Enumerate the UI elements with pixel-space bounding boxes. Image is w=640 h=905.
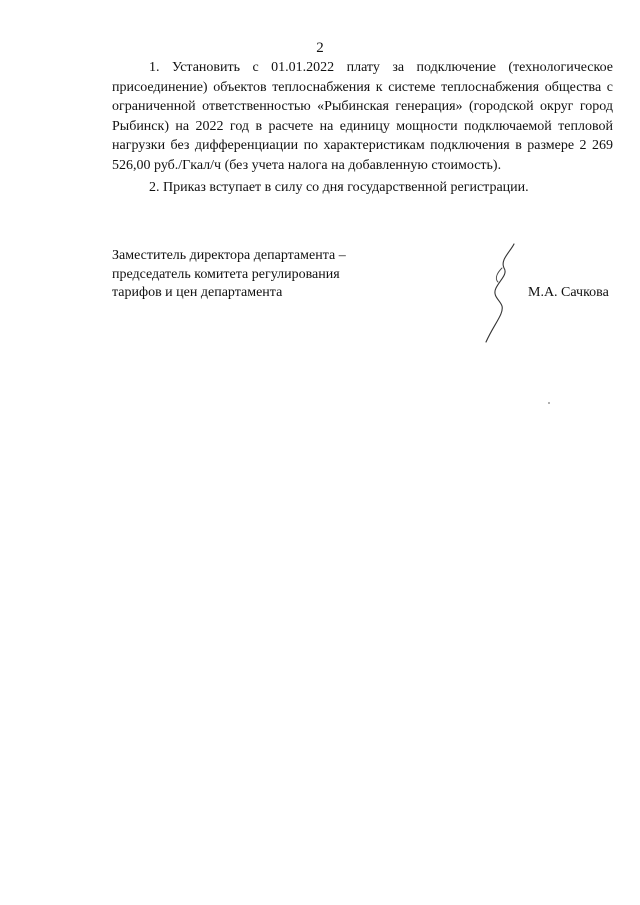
paragraph-1-block	[112, 58, 613, 176]
page-number: 2	[316, 40, 324, 56]
paragraph-2-block	[112, 178, 613, 198]
paragraph-2: 2. Приказ вступает в силу со дня государственной регистрации.	[149, 180, 529, 195]
signatory-name: М.А. Сачкова	[528, 285, 609, 300]
signatory-title-line-2: председатель комитета регулирования	[112, 266, 340, 282]
signatory-title-line-1: Заместитель директора департамента –	[112, 248, 346, 263]
paragraph-1: 1. Установить с 01.01.2022 плату за подключение (технологическое присоединение) объектов теплоснабжения к системе теплоснабжения общества с ограниченной ответственностью «Рыбинская генерация» (городской округ город Рыбинск) на 2022 год в расчете на единицу мощности подключаемой тепловой нагрузки без дифференциации по характеристикам подключения в размере 2 269 526,00 руб./Гкал/ч (без учета налога на добавленную стоимость).	[112, 60, 613, 173]
signatory-title	[112, 247, 346, 303]
signatory-title-line-3: тарифов и цен департамента	[112, 285, 283, 300]
handwritten-signature	[470, 238, 530, 348]
scan-speck	[548, 402, 550, 404]
